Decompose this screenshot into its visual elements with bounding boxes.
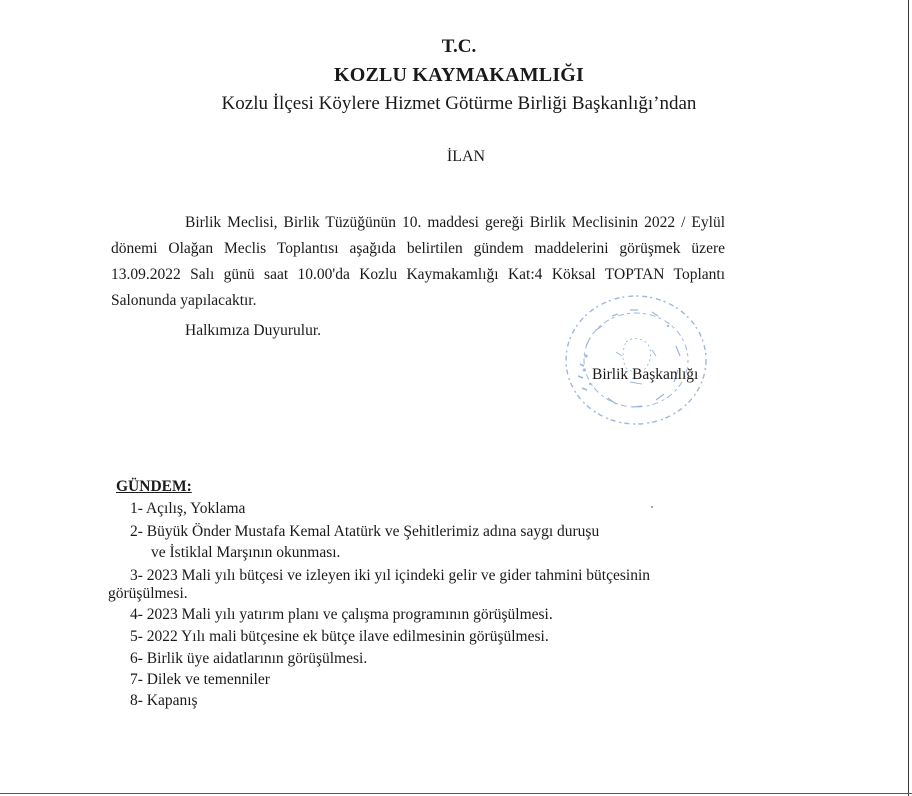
scan-speck [651,506,653,508]
official-seal-icon [556,286,722,436]
agenda-item-7 [130,671,270,689]
agenda-item-number: 4- [130,606,143,623]
signer-name: Birlik Başkanlığı [592,366,699,383]
agenda-item-text: 2023 Mali yılı bütçesi ve izleyen iki yıl içindeki gelir ve gider tahmini bütçesinin [146,567,651,584]
announcement-paragraph: Birlik Meclisi, Birlik Tüzüğünün 10. maddesi gereği Birlik Meclisinin 2022 / Eylül dönemi Olağan Meclis Toplantısı aşağıda belirtilen gündem maddelerini görüşmek üzere 13.09.2022 Salı günü saat 10.00'da Kozlu Kaymakamlığı Kat:4 Köksal TOPTAN Toplantı Salonunda yapılacaktır. [111,214,725,309]
agenda-item-text: 2023 Mali yılı yatırım planı ve çalışma programının görüşülmesi. [146,606,553,623]
agenda-item-4 [130,606,553,624]
agenda-item-6 [130,650,367,668]
agenda-item-number: 6- [130,650,143,667]
page-edge-right [908,0,909,796]
agenda-title: GÜNDEM: [116,478,192,495]
agenda-item-text: Açılış, Yoklama [145,500,246,517]
agenda-item-1 [130,500,245,518]
header-tc: T.C. [441,36,477,57]
header-kaymakamlik: KOZLU KAYMAKAMLIĞI [333,64,585,86]
agenda-item-5 [130,628,549,646]
header-birlik: Kozlu İlçesi Köylere Hizmet Götürme Birliği Başkanlığı’ndan [221,93,697,114]
agenda-item-text: Kapanış [146,692,198,709]
agenda-item-2-continuation: ve İstiklal Marşının okunması. [151,544,341,561]
agenda-item-text: Dilek ve temenniler [146,671,270,688]
page-edge-bottom [0,793,912,794]
header-ilan: İLAN [446,148,486,165]
agenda-item-3 [130,567,650,585]
announcement-closing: Halkımıza Duyurulur. [185,322,322,339]
agenda-item-8 [130,692,198,710]
agenda-item-number: 7- [130,671,143,688]
agenda-item-number: 3- [130,567,143,584]
agenda-item-text: Birlik üye aidatlarının görüşülmesi. [146,650,368,667]
agenda-item-number: 8- [130,692,143,709]
agenda-item-2 [130,523,599,541]
agenda-item-text: 2022 Yılı mali bütçesine ek bütçe ilave edilmesinin görüşülmesi. [146,628,549,645]
agenda-item-number: 1- [130,500,143,517]
agenda-item-3-continuation: görüşülmesi. [108,585,188,602]
agenda-item-number: 5- [130,628,143,645]
agenda-item-text: Büyük Önder Mustafa Kemal Atatürk ve Şehitlerimiz adına saygı duruşu [146,523,600,540]
agenda-item-number: 2- [130,523,143,540]
